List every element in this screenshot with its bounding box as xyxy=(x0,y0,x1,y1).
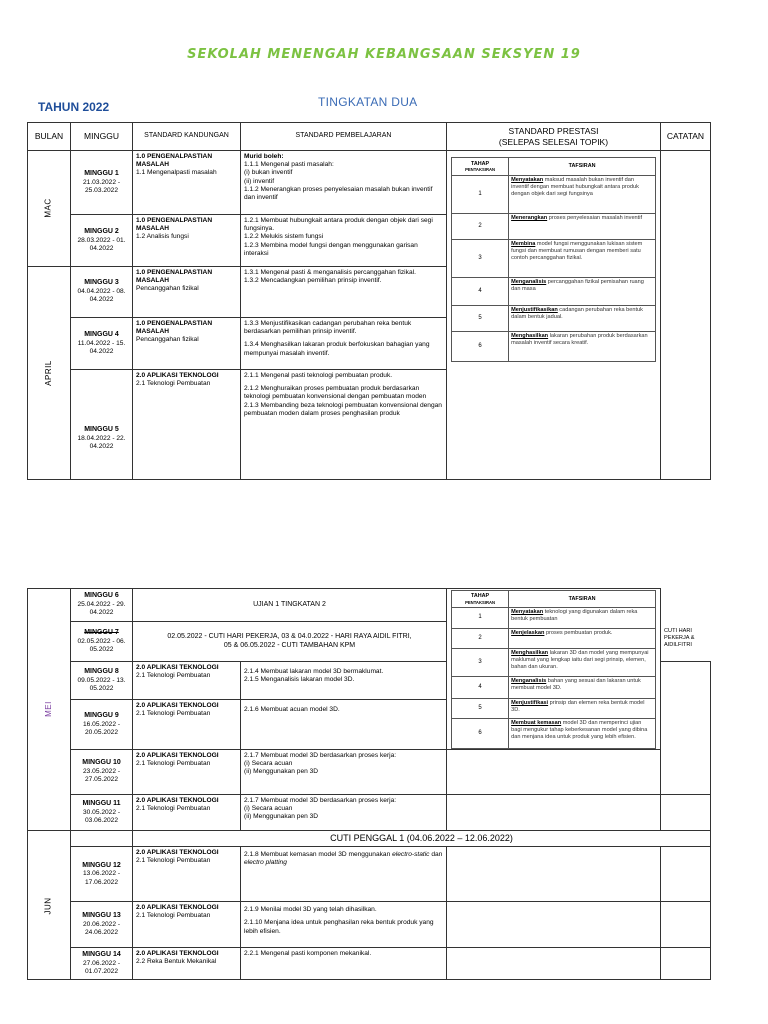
standard-pembelajaran-cell: 2.1.7 Membuat model 3D berdasarkan proses kerja: (i) Secara acuan (ii) Menggunakan pen 3D xyxy=(241,750,447,795)
standard-pembelajaran-cell: 2.1.6 Membuat acuan model 3D. xyxy=(241,700,447,750)
tahap-level: 3 xyxy=(452,240,509,278)
tahap-level: 4 xyxy=(452,278,509,306)
week-cell: MINGGU 10 23.05.2022 - 27.05.2022 xyxy=(71,750,133,795)
table-row xyxy=(28,750,711,795)
week-cell: MINGGU 14 27.06.2022 - 01.07.2022 xyxy=(71,948,133,980)
tahap-level: 2 xyxy=(452,214,509,240)
standard-pembelajaran-cell: 1.3.1 Mengenal pasti & menganalisis percanggahan fizikal. 1.3.2 Mencadangkan pemilihan prinsip inventif. xyxy=(241,267,447,318)
standard-prestasi-cell xyxy=(447,902,661,948)
week-cell: MINGGU 5 18.04.2022 - 22. 04.2022 xyxy=(71,370,133,480)
table-row xyxy=(28,847,711,902)
week-cell: MINGGU 4 11.04.2022 - 15. 04.2022 xyxy=(71,318,133,370)
standard-kandungan-cell: 1.0 PENGENALPASTIAN MASALAH Pencanggahan fizikal xyxy=(133,318,241,370)
ujian-cell: UJIAN 1 TINGKATAN 2 xyxy=(133,589,447,622)
standard-kandungan-cell: 2.0 APLIKASI TEKNOLOGI 2.2 Reka Bentuk Mekanikal xyxy=(133,948,241,980)
tafsiran-text: Menjustifikasikan cadangan perubahan reka bentuk dalam bentuk jadual. xyxy=(509,306,656,332)
standard-kandungan-cell: 2.0 APLIKASI TEKNOLOGI 2.1 Teknologi Pembuatan xyxy=(133,750,241,795)
table-row xyxy=(28,151,711,215)
cuti-penggal-cell: CUTI PENGGAL 1 (04.06.2022 – 12.06.2022) xyxy=(133,831,711,847)
tahap-level: 2 xyxy=(452,629,509,649)
standard-kandungan-cell: 2.0 APLIKASI TEKNOLOGI 2.1 Teknologi Pembuatan xyxy=(133,902,241,948)
tafsiran-text: Menyatakan maksud masalah bukan inventif dan inventif dengan membuat hubungkait antara produk dengan objek dari segi fungsinya xyxy=(509,176,656,214)
table-row xyxy=(28,831,711,847)
tafsiran-text: Menerangkan proses penyelesaian masalah inventif xyxy=(509,214,656,240)
week-cell: MINGGU 6 25.04.2022 - 29. 04.2022 xyxy=(71,589,133,622)
week-cell: MINGGU 11 30.05.2022 - 03.06.2022 xyxy=(71,795,133,831)
tahap-level: 3 xyxy=(452,649,509,677)
tafsiran-table-2 xyxy=(451,590,656,749)
standard-prestasi-cell xyxy=(447,795,661,831)
standard-pembelajaran-cell: 2.1.7 Membuat model 3D berdasarkan proses kerja: (i) Secara acuan (ii) Menggunakan pen 3D xyxy=(241,795,447,831)
tafsiran-text: Menghasilkan lakaran perubahan produk berdasarkan masalah inventif secara kreatif. xyxy=(509,332,656,362)
week-cell: MINGGU 13 20.06.2022 - 24.06.2022 xyxy=(71,902,133,948)
form-label: TINGKATAN DUA xyxy=(318,95,418,109)
catatan-cell xyxy=(661,902,711,948)
table-row xyxy=(28,902,711,948)
catatan-cell xyxy=(661,847,711,902)
standard-pembelajaran-cell: 1.3.3 Menjustifikasikan cadangan perubahan reka bentuk berdasarkan pemilihan prinsip inventif. 1.3.4 Menghasilkan lakaran produk berfokuskan bahagian yang mempunyai masalah inventif. xyxy=(241,318,447,370)
tafsiran-table-1 xyxy=(451,157,656,362)
col-standard-pembelajaran: STANDARD PEMBELAJARAN xyxy=(241,123,447,151)
scheme-table-1 xyxy=(27,122,711,480)
tafsiran-text: Menyatakan teknologi yang digunakan dalam reka bentuk pembuatan xyxy=(509,608,656,629)
tahap-level: 6 xyxy=(452,332,509,362)
tafsiran-text: Membuat kemasan model 3D dan memperinci ujian bagi mengukur tahap keberkesanan model yang dibina dan menjana idea untuk produk yang lebih efisien. xyxy=(509,719,656,749)
tahap-header: TAHAP PENTAKSIRAN xyxy=(452,158,509,176)
tahap-level: 4 xyxy=(452,677,509,699)
month-april: APRIL xyxy=(28,267,71,480)
week-cell: MINGGU 2 28.03.2022 - 01. 04.2022 xyxy=(71,215,133,267)
table-row xyxy=(28,589,711,622)
table-row xyxy=(28,948,711,980)
standard-prestasi-cell xyxy=(447,151,661,480)
tahap-level: 5 xyxy=(452,306,509,332)
week-cell: MINGGU 3 04.04.2022 - 08. 04.2022 xyxy=(71,267,133,318)
standard-kandungan-cell: 2.0 APLIKASI TEKNOLOGI 2.1 Teknologi Pembuatan xyxy=(133,662,241,700)
standard-kandungan-cell: 1.0 PENGENALPASTIAN MASALAH Pencanggahan fizikal xyxy=(133,267,241,318)
tafsiran-text: Menjustifikasi prinsip dan elemen reka bentuk model 3D. xyxy=(509,699,656,719)
tahap-level: 1 xyxy=(452,176,509,214)
year-label: TAHUN 2022 xyxy=(38,100,110,114)
week-cell: MINGGU 1 21.03.2022 - 25.03.2022 xyxy=(71,151,133,215)
cuti-cell: 02.05.2022 - CUTI HARI PEKERJA, 03 & 04.0.2022 - HARI RAYA AIDIL FITRI, 05 & 06.05.2022 - CUTI TAMBAHAN KPM xyxy=(133,622,447,662)
week-cell: MINGGU 7 02.05.2022 - 06. 05.2022 xyxy=(71,622,133,662)
standard-pembelajaran-cell: Murid boleh: 1.1.1 Mengenal pasti masalah: (i) bukan inventif (ii) inventif 1.1.2 Menerangkan proses penyelesaian masalah bukan inventif dan inventif xyxy=(241,151,447,215)
standard-pembelajaran-cell: 1.2.1 Membuat hubungkait antara produk dengan objek dari segi fungsinya. 1.2.2 Melukis sistem fungsi 1.2.3 Membina model fungsi dengan menggunakan garisan interaksi xyxy=(241,215,447,267)
standard-kandungan-cell: 2.0 APLIKASI TEKNOLOGI 2.1 Teknologi Pembuatan xyxy=(133,795,241,831)
col-minggu: MINGGU xyxy=(71,123,133,151)
tafsiran-text: Membina model fungsi menggunakan lukisan sistem fungsi dan membuat rumusan dengan memberi satu contoh percanggahan fizikal. xyxy=(509,240,656,278)
standard-prestasi-cell xyxy=(447,750,661,795)
week-cell xyxy=(71,831,133,847)
tafsiran-header: TAFSIRAN xyxy=(509,158,656,176)
tahap-level: 1 xyxy=(452,608,509,629)
standard-prestasi-cell xyxy=(447,847,661,902)
tahap-header: TAHAP PENTAKSIRAN xyxy=(452,591,509,608)
col-standard-kandungan: STANDARD KANDUNGAN xyxy=(133,123,241,151)
month-mei: MEI xyxy=(28,589,71,831)
standard-pembelajaran-cell: 2.2.1 Mengenal pasti komponen mekanikal. xyxy=(241,948,447,980)
catatan-cell: CUTI HARI PEKERJA & AIDILFITRI xyxy=(661,662,711,795)
scheme-table-2 xyxy=(27,588,711,980)
tafsiran-text: Menjelaskan proses pembuatan produk. xyxy=(509,629,656,649)
week-cell: MINGGU 12 13.06.2022 - 17.06.2022 xyxy=(71,847,133,902)
school-title: SEKOLAH MENENGAH KEBANGSAAN SEKSYEN 19 xyxy=(187,47,581,62)
col-catatan: CATATAN xyxy=(661,123,711,151)
catatan-cell xyxy=(661,589,711,662)
tafsiran-text: Menghasilkan lakaran 3D dan model yang mempunyai maklumat yang lengkap iaitu dari segi prinsip, elemen, bahan dan ukuran. xyxy=(509,649,656,677)
col-standard-prestasi: STANDARD PRESTASI (SELEPAS SELESAI TOPIK) xyxy=(447,123,661,151)
table-row xyxy=(28,795,711,831)
standard-kandungan-cell: 2.0 APLIKASI TEKNOLOGI 2.1 Teknologi Pembuatan xyxy=(133,847,241,902)
standard-pembelajaran-cell: 2.1.8 Membuat kemasan model 3D menggunakan electro-static dan electro platting xyxy=(241,847,447,902)
standard-prestasi-cell xyxy=(447,948,661,980)
col-bulan: BULAN xyxy=(28,123,71,151)
tafsiran-text: Menganalisis bahan yang sesuai dan lakaran untuk membuat model 3D. xyxy=(509,677,656,699)
standard-kandungan-cell: 2.0 APLIKASI TEKNOLOGI 2.1 Teknologi Pembuatan xyxy=(133,370,241,480)
month-jun: JUN xyxy=(28,831,71,980)
week-cell: MINGGU 8 09.05.2022 - 13. 05.2022 xyxy=(71,662,133,700)
tafsiran-text: Menganalisis percanggahan fizikal pemisahan ruang dan masa xyxy=(509,278,656,306)
standard-pembelajaran-cell: 2.1.4 Membuat lakaran model 3D bermaklumat. 2.1.5 Menganalisis lakaran model 3D. xyxy=(241,662,447,700)
catatan-cell xyxy=(661,795,711,831)
tahap-level: 5 xyxy=(452,699,509,719)
standard-kandungan-cell: 2.0 APLIKASI TEKNOLOGI 2.1 Teknologi Pembuatan xyxy=(133,700,241,750)
standard-kandungan-cell: 1.0 PENGENALPASTIAN MASALAH 1.1 Mengenalpasti masalah xyxy=(133,151,241,215)
catatan-cell xyxy=(661,151,711,480)
standard-kandungan-cell: 1.0 PENGENALPASTIAN MASALAH 1.2 Analisis fungsi xyxy=(133,215,241,267)
week-cell: MINGGU 9 16.05.2022 - 20.05.2022 xyxy=(71,700,133,750)
catatan-cell xyxy=(661,948,711,980)
month-mac: MAC xyxy=(28,151,71,267)
standard-pembelajaran-cell: 2.1.1 Mengenal pasti teknologi pembuatan produk. 2.1.2 Menghuraikan proses pembuatan produk berdasarkan teknologi pembuatan konvensional dengan pembuatan moden 2.1.3 Membanding beza teknologi pembuatan konvensional dengan pembuatan moden dalam proses penghasilan produk xyxy=(241,370,447,480)
tafsiran-header: TAFSIRAN xyxy=(509,591,656,608)
standard-prestasi-cell xyxy=(447,589,661,750)
tahap-level: 6 xyxy=(452,719,509,749)
standard-pembelajaran-cell: 2.1.9 Menilai model 3D yang telah dihasilkan. 2.1.10 Menjana idea untuk penghasilan reka bentuk produk yang lebih efisien. xyxy=(241,902,447,948)
